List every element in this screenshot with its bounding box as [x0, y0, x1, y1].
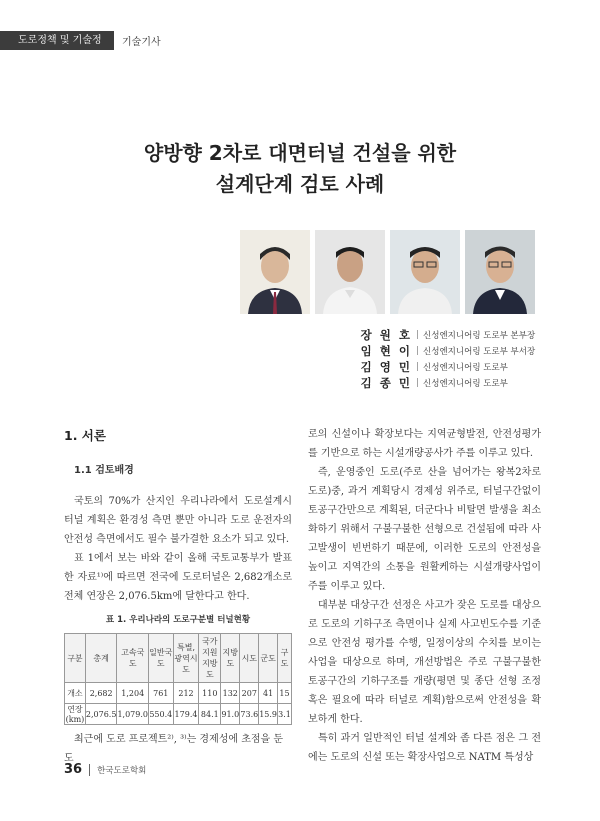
- tunnel-status-table: [64, 633, 292, 725]
- author-photo-1: [240, 230, 310, 314]
- table-cell: 212: [173, 683, 199, 704]
- table-cell: 41: [259, 683, 278, 704]
- page-number: 36: [64, 762, 83, 777]
- author-list: [300, 327, 560, 391]
- table-row: [65, 704, 292, 725]
- table-cell: 1,204: [117, 683, 149, 704]
- table-cell: 761: [149, 683, 174, 704]
- table-cell: 15.9: [259, 704, 278, 725]
- table-header-cell: 시도: [240, 634, 259, 683]
- table-cell: 1,079.0: [117, 704, 149, 725]
- author-entry: [300, 343, 560, 359]
- table-header-cell: 총계: [85, 634, 117, 683]
- table-cell: 550.4: [149, 704, 174, 725]
- table-cell: 84.1: [199, 704, 221, 725]
- title-line-2: 설계단계 검토 사례: [215, 172, 385, 196]
- table-header-cell: 군도: [259, 634, 278, 683]
- publisher-name: 한국도로학회: [97, 765, 147, 776]
- section-heading: 1. 서론: [64, 428, 106, 443]
- table-header-row: [65, 634, 292, 683]
- author-name: 장 원 호: [360, 328, 412, 342]
- author-entry: [300, 359, 560, 375]
- author-name: 김 영 민: [360, 360, 412, 374]
- subsection-heading: 1.1 검토배경: [74, 465, 134, 476]
- author-affiliation: 신성엔지니어링 도로부: [423, 379, 508, 389]
- page-footer: [64, 762, 146, 777]
- author-photo-3: [390, 230, 460, 314]
- paragraph: 표 1에서 보는 바와 같이 올해 국토교통부가 발표한 자료¹⁾에 따르면 전국에 도로터널은 2,682개소로 전체 연장은 2,076.5km에 달한다고 한다.: [64, 553, 292, 602]
- paragraph: 즉, 운영중인 도로(주로 산을 넘어가는 왕복2차로 도로)중, 과거 계획당시 경제성 위주로, 터널구간없이 토공구간만으로 계획된, 더군다나 비탈면 발생을 최소화하기 위해서 구불구불한 선형으로 건설됨에 따라 사고발생이 빈번하기 때문에, 이러한 도로의 안전성을 높이고 지역간의 소통을 원활케하는 시설개량사업이 주를 이루고 있다.: [308, 467, 541, 592]
- table-cell: 179.4: [173, 704, 199, 725]
- page-header: [0, 31, 161, 65]
- section-label: 도로정책 및 기술정보: [0, 31, 114, 50]
- paragraph: 대부분 대상구간 선정은 사고가 잦은 도로를 대상으로 도로의 기하구조 측면이나 실제 사고빈도수를 기준으로 안전성 평가를 수행, 일정이상의 수치를 보이는 사업을 대상으로 하며, 개선방법은 주로 구불구불한 토공구간의 기하구조를 개량(평면 및 종단 선형 조정 혹은 필요에 따라 터널로 계획)함으로써 안전성을 확보하게 한다.: [308, 600, 541, 725]
- paragraph: 로의 신설이나 확장보다는 지역균형발전, 안전성평가를 기반으로 하는 시설개량공사가 주를 이루고 있다.: [308, 429, 541, 459]
- author-affiliation: 신성엔지니어링 도로부: [423, 363, 508, 373]
- table-cell: 132: [221, 683, 240, 704]
- table-cell: 개소: [65, 683, 86, 704]
- table-cell: 91.0: [221, 704, 240, 725]
- author-entry: [300, 327, 560, 343]
- table-row: [65, 683, 292, 704]
- table-cell: 2,076.5: [85, 704, 117, 725]
- author-affiliation: 신성엔지니어링 도로부 본부장: [423, 331, 536, 341]
- author-affiliation: 신성엔지니어링 도로부 부서장: [423, 347, 536, 357]
- footer-divider: [89, 764, 90, 776]
- author-photos: [240, 230, 535, 314]
- table-caption: 표 1. 우리나라의 도로구분별 터널현황: [105, 615, 251, 625]
- table-header-cell: 국가지원지방도: [199, 634, 221, 683]
- column-left: [64, 492, 292, 606]
- table-header-cell: 지방도: [221, 634, 240, 683]
- author-photo-2: [315, 230, 385, 314]
- paragraph: 최근에 도로 프로젝트²⁾, ³⁾는 경제성에 초점을 둔 도: [64, 734, 284, 764]
- table-header-cell: 일반국도: [149, 634, 174, 683]
- author-name: 김 종 민: [360, 376, 412, 390]
- table-cell: 3.1: [278, 704, 292, 725]
- category-label: 기술기사: [122, 37, 161, 48]
- paragraph: 특히 과거 일반적인 터널 설계와 좀 다른 점은 그 전에는 도로의 신설 또는 확장사업으로 NATM 특성상: [308, 733, 541, 763]
- title-line-1: 양방향 2차로 대면터널 건설을 위한: [143, 141, 457, 165]
- separator: |: [416, 362, 420, 372]
- table-cell: 연장(km): [65, 705, 85, 724]
- table-cell: 207: [240, 683, 259, 704]
- separator: |: [416, 330, 420, 340]
- table-cell: 2,682: [85, 683, 117, 704]
- separator: |: [416, 346, 420, 356]
- table-cell: 15: [278, 683, 292, 704]
- article-title: [0, 138, 600, 200]
- table-header-cell: 특별,광역시도: [173, 634, 199, 683]
- table-header-cell: 구분: [65, 634, 86, 683]
- author-name: 임 현 이: [360, 344, 412, 358]
- table-cell: 73.6: [240, 704, 259, 725]
- table-header-cell: 고속국도: [117, 634, 149, 683]
- separator: |: [416, 378, 420, 388]
- author-photo-4: [465, 230, 535, 314]
- table-header-cell: 구도: [278, 634, 292, 683]
- author-entry: [300, 375, 560, 391]
- paragraph: 국토의 70%가 산지인 우리나라에서 도로설계시 터널 계획은 환경성 측면 뿐만 아니라 도로 운전자의 안전성 측면에서도 필수 불가결한 요소가 되고 있다.: [64, 496, 292, 545]
- table-cell: 110: [199, 683, 221, 704]
- column-right: [308, 425, 541, 767]
